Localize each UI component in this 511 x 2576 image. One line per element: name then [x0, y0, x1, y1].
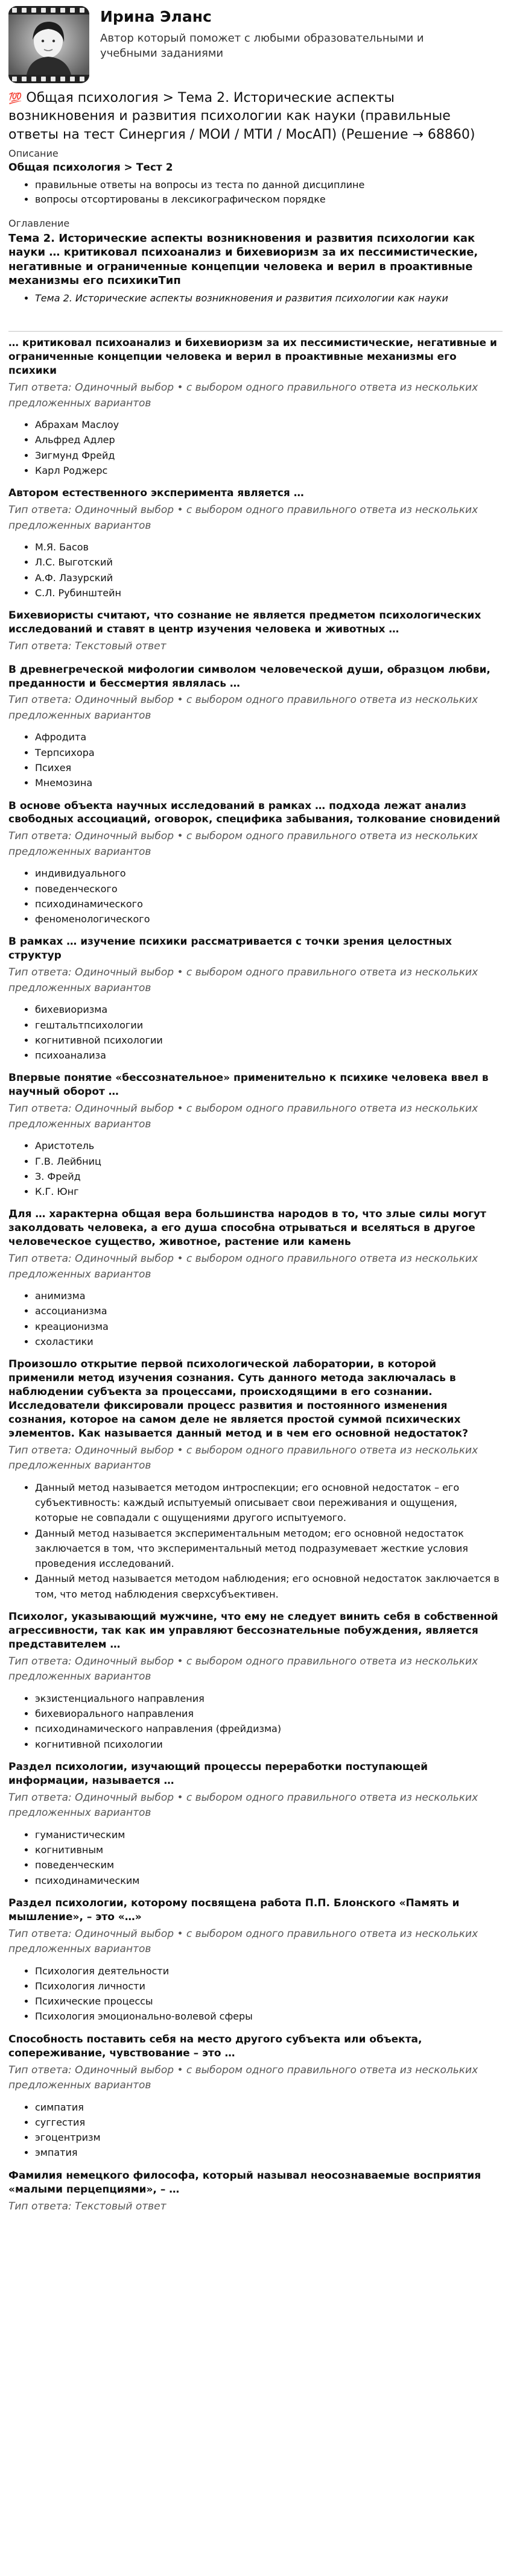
answer-options	[27, 866, 503, 927]
question-block	[8, 799, 503, 927]
answer-option: • Терпсихора	[35, 745, 503, 760]
questions-list	[8, 336, 503, 2214]
answer-option: • Альфред Адлер	[35, 432, 503, 447]
answer-option: • когнитивной психологии	[35, 1737, 503, 1752]
author-description: Автор который поможет с любыми образовательными и учебными заданиями	[100, 32, 424, 60]
avatar-image	[8, 6, 89, 83]
answer-type: Тип ответа: Одиночный выбор • с выбором одного правильного ответа из нескольких предложенных вариантов	[8, 694, 478, 722]
question-title: Раздел психологии, которому посвящена работа П.П. Блонского «Память и мышление», – это «…»	[8, 1897, 460, 1923]
answer-options	[27, 1827, 503, 1888]
answer-option: • феноменологического	[35, 912, 503, 927]
answer-option: • анимизма	[35, 1288, 503, 1303]
answer-option: • симпатия	[35, 2100, 503, 2115]
answer-type: Тип ответа: Одиночный выбор • с выбором одного правильного ответа из нескольких предложенных вариантов	[8, 966, 478, 994]
answer-options	[27, 417, 503, 478]
answer-option: • Г.В. Лейбниц	[35, 1154, 503, 1169]
question-block	[8, 935, 503, 1063]
answer-option: • Данный метод называется экспериментальным методом; его основной недостаток заключается в том, что экспериментальный метод подразумевает жесткие условия проведения исследований.	[35, 1526, 503, 1572]
answer-option: • ассоцианизма	[35, 1303, 503, 1318]
answer-option: • Афродита	[35, 729, 503, 745]
answer-type: Тип ответа: Одиночный выбор • с выбором одного правильного ответа из нескольких предложенных вариантов	[8, 830, 478, 858]
answer-options	[27, 1138, 503, 1199]
question-title: Для … характерна общая вера большинства народов в то, что злые силы могут заколдовать человека, а его душа способна отрываться и вселяться в другое человеческое существо, животное, растение или камень	[8, 1208, 486, 1249]
answer-option: • М.Я. Басов	[35, 540, 503, 555]
answer-option: • Психея	[35, 760, 503, 775]
author-name[interactable]: Ирина Эланс	[100, 8, 212, 25]
answer-option: • Данный метод называется методом наблюдения; его основной недостаток заключается в том, что метод наблюдения сверхсубъективен.	[35, 1571, 503, 1602]
answer-type: Тип ответа: Одиночный выбор • с выбором одного правильного ответа из нескольких предложенных вариантов	[8, 1103, 478, 1130]
question-title: В рамках … изучение психики рассматривается с точки зрения целостных структур	[8, 936, 452, 962]
question-title: … критиковал психоанализ и бихевиоризм за их пессимистические, негативные и ограниченные концепции человека и верил в проактивные механизмы его психики	[8, 337, 497, 377]
answer-option: • Психические процессы	[35, 1994, 503, 2009]
question-block	[8, 336, 503, 478]
toc-list	[27, 291, 503, 306]
list-item: • правильные ответы на вопросы из теста по данной дисциплине	[35, 178, 503, 192]
answer-option: • поведенческим	[35, 1857, 503, 1872]
answer-option: • суггестия	[35, 2115, 503, 2130]
description-list	[27, 178, 503, 207]
answer-option: • поведенческого	[35, 881, 503, 896]
answer-type: Тип ответа: Одиночный выбор • с выбором одного правильного ответа из нескольких предложенных вариантов	[8, 1253, 478, 1280]
answer-options	[27, 1691, 503, 1752]
question-title: Фамилия немецкого философа, который называл неосознаваемые восприятия «малыми перцепциями», – …	[8, 2169, 481, 2196]
author-avatar[interactable]	[8, 6, 89, 83]
answer-option: • креационизма	[35, 1319, 503, 1334]
divider	[8, 331, 503, 332]
question-block	[8, 609, 503, 654]
answer-option: • схоластики	[35, 1334, 503, 1349]
question-block	[8, 1897, 503, 2024]
list-item: • вопросы отсортированы в лексикографическом порядке	[35, 192, 503, 207]
answer-option: • Мнемозина	[35, 775, 503, 790]
toc-heading: Тема 2. Исторические аспекты возникновения и развития психологии как науки … критиковал психоанализ и бихевиоризм за их пессимистические, негативные и ограниченные концепции человека и верил в проактивные механизмы его психикиТип	[8, 231, 478, 287]
question-block	[8, 1610, 503, 1752]
question-block	[8, 487, 503, 600]
answer-option: • психодинамического	[35, 896, 503, 912]
description-label: Описание	[8, 148, 59, 160]
answer-option: • эгоцентризм	[35, 2130, 503, 2145]
question-block	[8, 1208, 503, 1349]
answer-options	[27, 1288, 503, 1349]
question-title: Раздел психологии, изучающий процессы переработки поступающей информации, называется …	[8, 1760, 428, 1787]
answer-option: • Психология деятельности	[35, 1963, 503, 1979]
answer-option: • психодинамического направления (фрейдизма)	[35, 1721, 503, 1736]
page-title	[8, 89, 503, 144]
answer-option: • Аристотель	[35, 1138, 503, 1153]
answer-type: Тип ответа: Одиночный выбор • с выбором одного правильного ответа из нескольких предложенных вариантов	[8, 1655, 478, 1683]
page-title-text: Общая психология > Тема 2. Исторические аспекты возникновения и развития психологии как науки (правильные ответы на тест Синергия / МОИ / МТИ / МосАП) (Решение → 68860)	[8, 90, 475, 142]
answer-type: Тип ответа: Одиночный выбор • с выбором одного правильного ответа из нескольких предложенных вариантов	[8, 1444, 478, 1472]
answer-option: • эмпатия	[35, 2145, 503, 2160]
answer-options	[27, 729, 503, 790]
question-title: Впервые понятие «бессознательное» применительно к психике человека ввел в научный оборот …	[8, 1072, 489, 1098]
description-heading: Общая психология > Тест 2	[8, 161, 173, 174]
hundred-points-icon: 💯	[8, 92, 22, 105]
answer-type: Тип ответа: Одиночный выбор • с выбором одного правильного ответа из нескольких предложенных вариантов	[8, 382, 478, 409]
answer-type: Тип ответа: Текстовый ответ	[8, 640, 167, 653]
answer-option: • Психология личности	[35, 1979, 503, 1994]
answer-option: • Психология эмоционально-волевой сферы	[35, 2009, 503, 2024]
answer-type: Тип ответа: Одиночный выбор • с выбором одного правильного ответа из нескольких предложенных вариантов	[8, 2064, 478, 2092]
answer-option: • З. Фрейд	[35, 1169, 503, 1184]
question-block	[8, 1358, 503, 1602]
answer-option: • индивидуального	[35, 866, 503, 881]
answer-options	[27, 2100, 503, 2161]
answer-options	[27, 1480, 503, 1602]
answer-option: • Данный метод называется методом интроспекции; его основной недостаток – его субъективность: каждый испытуемый описывает свои переживания и ощущения, которые не совпадали с ощущениями другого испытуемого.	[35, 1480, 503, 1526]
answer-option: • К.Г. Юнг	[35, 1184, 503, 1199]
answer-type: Тип ответа: Одиночный выбор • с выбором одного правильного ответа из нескольких предложенных вариантов	[8, 1791, 478, 1819]
question-title: В древнегреческой мифологии символом человеческой души, образцом любви, преданности и бессмертия являлась …	[8, 663, 490, 690]
toc-link[interactable]: • Тема 2. Исторические аспекты возникновения и развития психологии как науки	[35, 291, 503, 306]
question-title: Произошло открытие первой психологической лаборатории, в которой применили метод изучения сознания. Суть данного метода заключалась в наблюдении субъекта за процессами, происходящими в его сознании. Исследователи фиксировали процесс развития и постоянного изменения сознания, которое на самом деле не является простой суммой психических элементов. Как называется данный метод и в чем его основной недостаток?	[8, 1358, 468, 1440]
author-info	[100, 6, 438, 61]
answer-option: • гештальтпсихологии	[35, 1018, 503, 1033]
answer-option: • С.Л. Рубинштейн	[35, 585, 503, 600]
question-block	[8, 1760, 503, 1888]
question-block	[8, 663, 503, 791]
answer-option: • экзистенциального направления	[35, 1691, 503, 1706]
answer-type: Тип ответа: Одиночный выбор • с выбором одного правильного ответа из нескольких предложенных вариантов	[8, 1927, 478, 1956]
answer-option: • Абрахам Маслоу	[35, 417, 503, 432]
toc-label: Оглавление	[8, 218, 70, 230]
question-block	[8, 2169, 503, 2214]
answer-option: • гуманистическим	[35, 1827, 503, 1842]
answer-option: • бихевиорального направления	[35, 1706, 503, 1721]
answer-option: • Карл Роджерс	[35, 463, 503, 478]
question-title: Способность поставить себя на место другого субъекта или объекта, сопереживание, чувствование – это …	[8, 2033, 422, 2059]
question-title: В основе объекта научных исследований в рамках … подхода лежат анализ свободных ассоциаций, оговорок, специфика забывания, толкование сновидений	[8, 799, 501, 826]
answer-type: Тип ответа: Текстовый ответ	[8, 2200, 167, 2212]
answer-options	[27, 1002, 503, 1063]
answer-options	[27, 1963, 503, 2024]
answer-option: • когнитивным	[35, 1842, 503, 1857]
answer-option: • Зигмунд Фрейд	[35, 448, 503, 463]
answer-option: • А.Ф. Лазурский	[35, 570, 503, 585]
answer-option: • психоанализа	[35, 1048, 503, 1063]
question-title: Автором естественного эксперимента является …	[8, 487, 304, 500]
answer-option: • бихевиоризма	[35, 1002, 503, 1017]
answer-type: Тип ответа: Одиночный выбор • с выбором одного правильного ответа из нескольких предложенных вариантов	[8, 504, 478, 532]
question-block	[8, 1071, 503, 1199]
question-block	[8, 2033, 503, 2161]
answer-options	[27, 540, 503, 600]
question-title: Психолог, указывающий мужчине, что ему не следует винить себя в собственной агрессивности, так как им управляют бессознательные побуждения, является представителем …	[8, 1610, 498, 1651]
question-title: Бихевиористы считают, что сознание не является предметом психологических исследований и ставят в центр изучения человека и животных …	[8, 609, 481, 636]
answer-option: • психодинамическим	[35, 1873, 503, 1888]
answer-option: • Л.С. Выготский	[35, 555, 503, 570]
answer-option: • когнитивной психологии	[35, 1033, 503, 1048]
author-header	[8, 0, 503, 86]
